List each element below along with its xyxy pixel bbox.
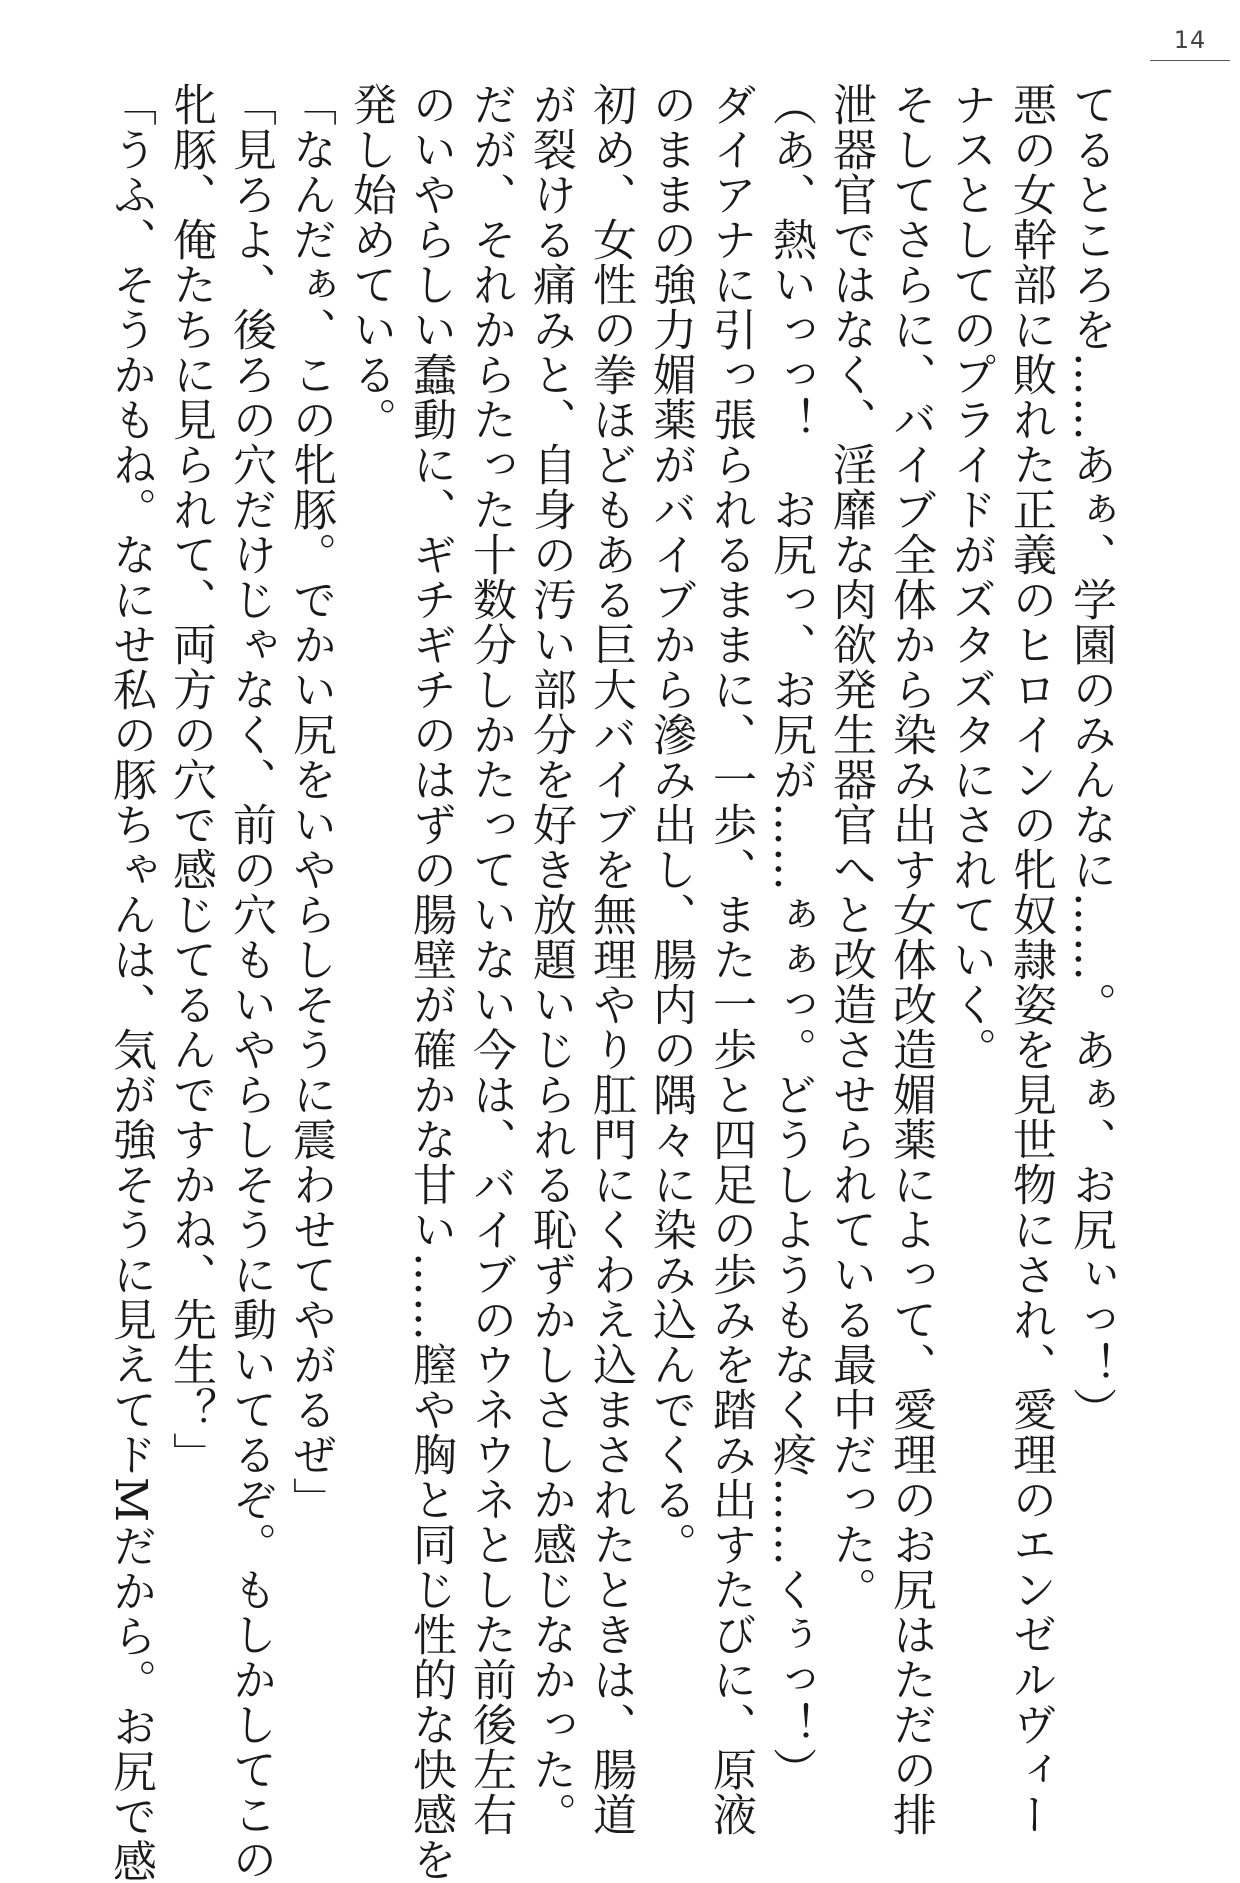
- vertical-body-text: [105, 82, 1120, 1883]
- text-line: のままの強力媚薬がバイブから滲み出し、腸内の隅々に染み込んでくる。: [645, 82, 696, 1567]
- text-line: そしてさらに、バイブ全体から染み出す女体改造媚薬によって、愛理のお尻はただの排: [885, 82, 936, 1837]
- text-line: だが、それからたった十数分しかたっていない今は、バイブのウネウネとした前後左右: [465, 82, 516, 1837]
- page-number-rule: [1150, 60, 1230, 61]
- text-line: （あ、熱いっっ！ お尻っ、お尻が……ぁぁっ。どうしようもなく疼……くぅっ！）: [765, 82, 816, 1792]
- text-line: 発し始めている。: [345, 82, 396, 442]
- text-line: てるところを……あぁ、学園のみんなに……。あぁ、お尻ぃっ！）: [1065, 82, 1116, 1432]
- text-line: ダイアナに引っ張られるままに、一歩、また一歩と四足の歩みを踏み出すたびに、原液: [705, 82, 756, 1837]
- text-line: が裂ける痛みと、自身の汚い部分を好き放題いじられる恥ずかしさしか感じなかった。: [525, 82, 576, 1837]
- text-line: 「見ろよ、後ろの穴だけじゃなく、前の穴もいやらしそうに動いてるぞ。もしかしてこの: [225, 82, 276, 1882]
- text-line: 牝豚、俺たちに見られて、両方の穴で感じてるんですかね、先生？」: [165, 82, 216, 1477]
- text-line: 「うふ、そうかもね。なにせ私の豚ちゃんは、気が強そうに見えてドMだから。お尻で感: [105, 82, 156, 1883]
- text-line: 悪の女幹部に敗れた正義のヒロインの牝奴隷姿を見世物にされ、愛理のエンゼルヴィー: [1005, 82, 1056, 1837]
- text-line: 初め、女性の拳ほどもある巨大バイブを無理やり肛門にくわえ込まされたときは、腸道: [585, 82, 636, 1837]
- text-line: 泄器官ではなく、淫靡な肉欲発生器官へと改造させられている最中だった。: [825, 82, 876, 1612]
- page-number: 14: [1173, 26, 1207, 54]
- text-line: のいやらしい蠢動に、ギチギチのはずの腸壁が確かな甘い……膣や胸と同じ性的な快感を: [405, 82, 456, 1882]
- text-line: 「なんだぁ、この牝豚。でかい尻をいやらしそうに震わせてやがるぜ」: [285, 82, 336, 1522]
- text-line: ナスとしてのプライドがズタズタにされていく。: [945, 82, 996, 1072]
